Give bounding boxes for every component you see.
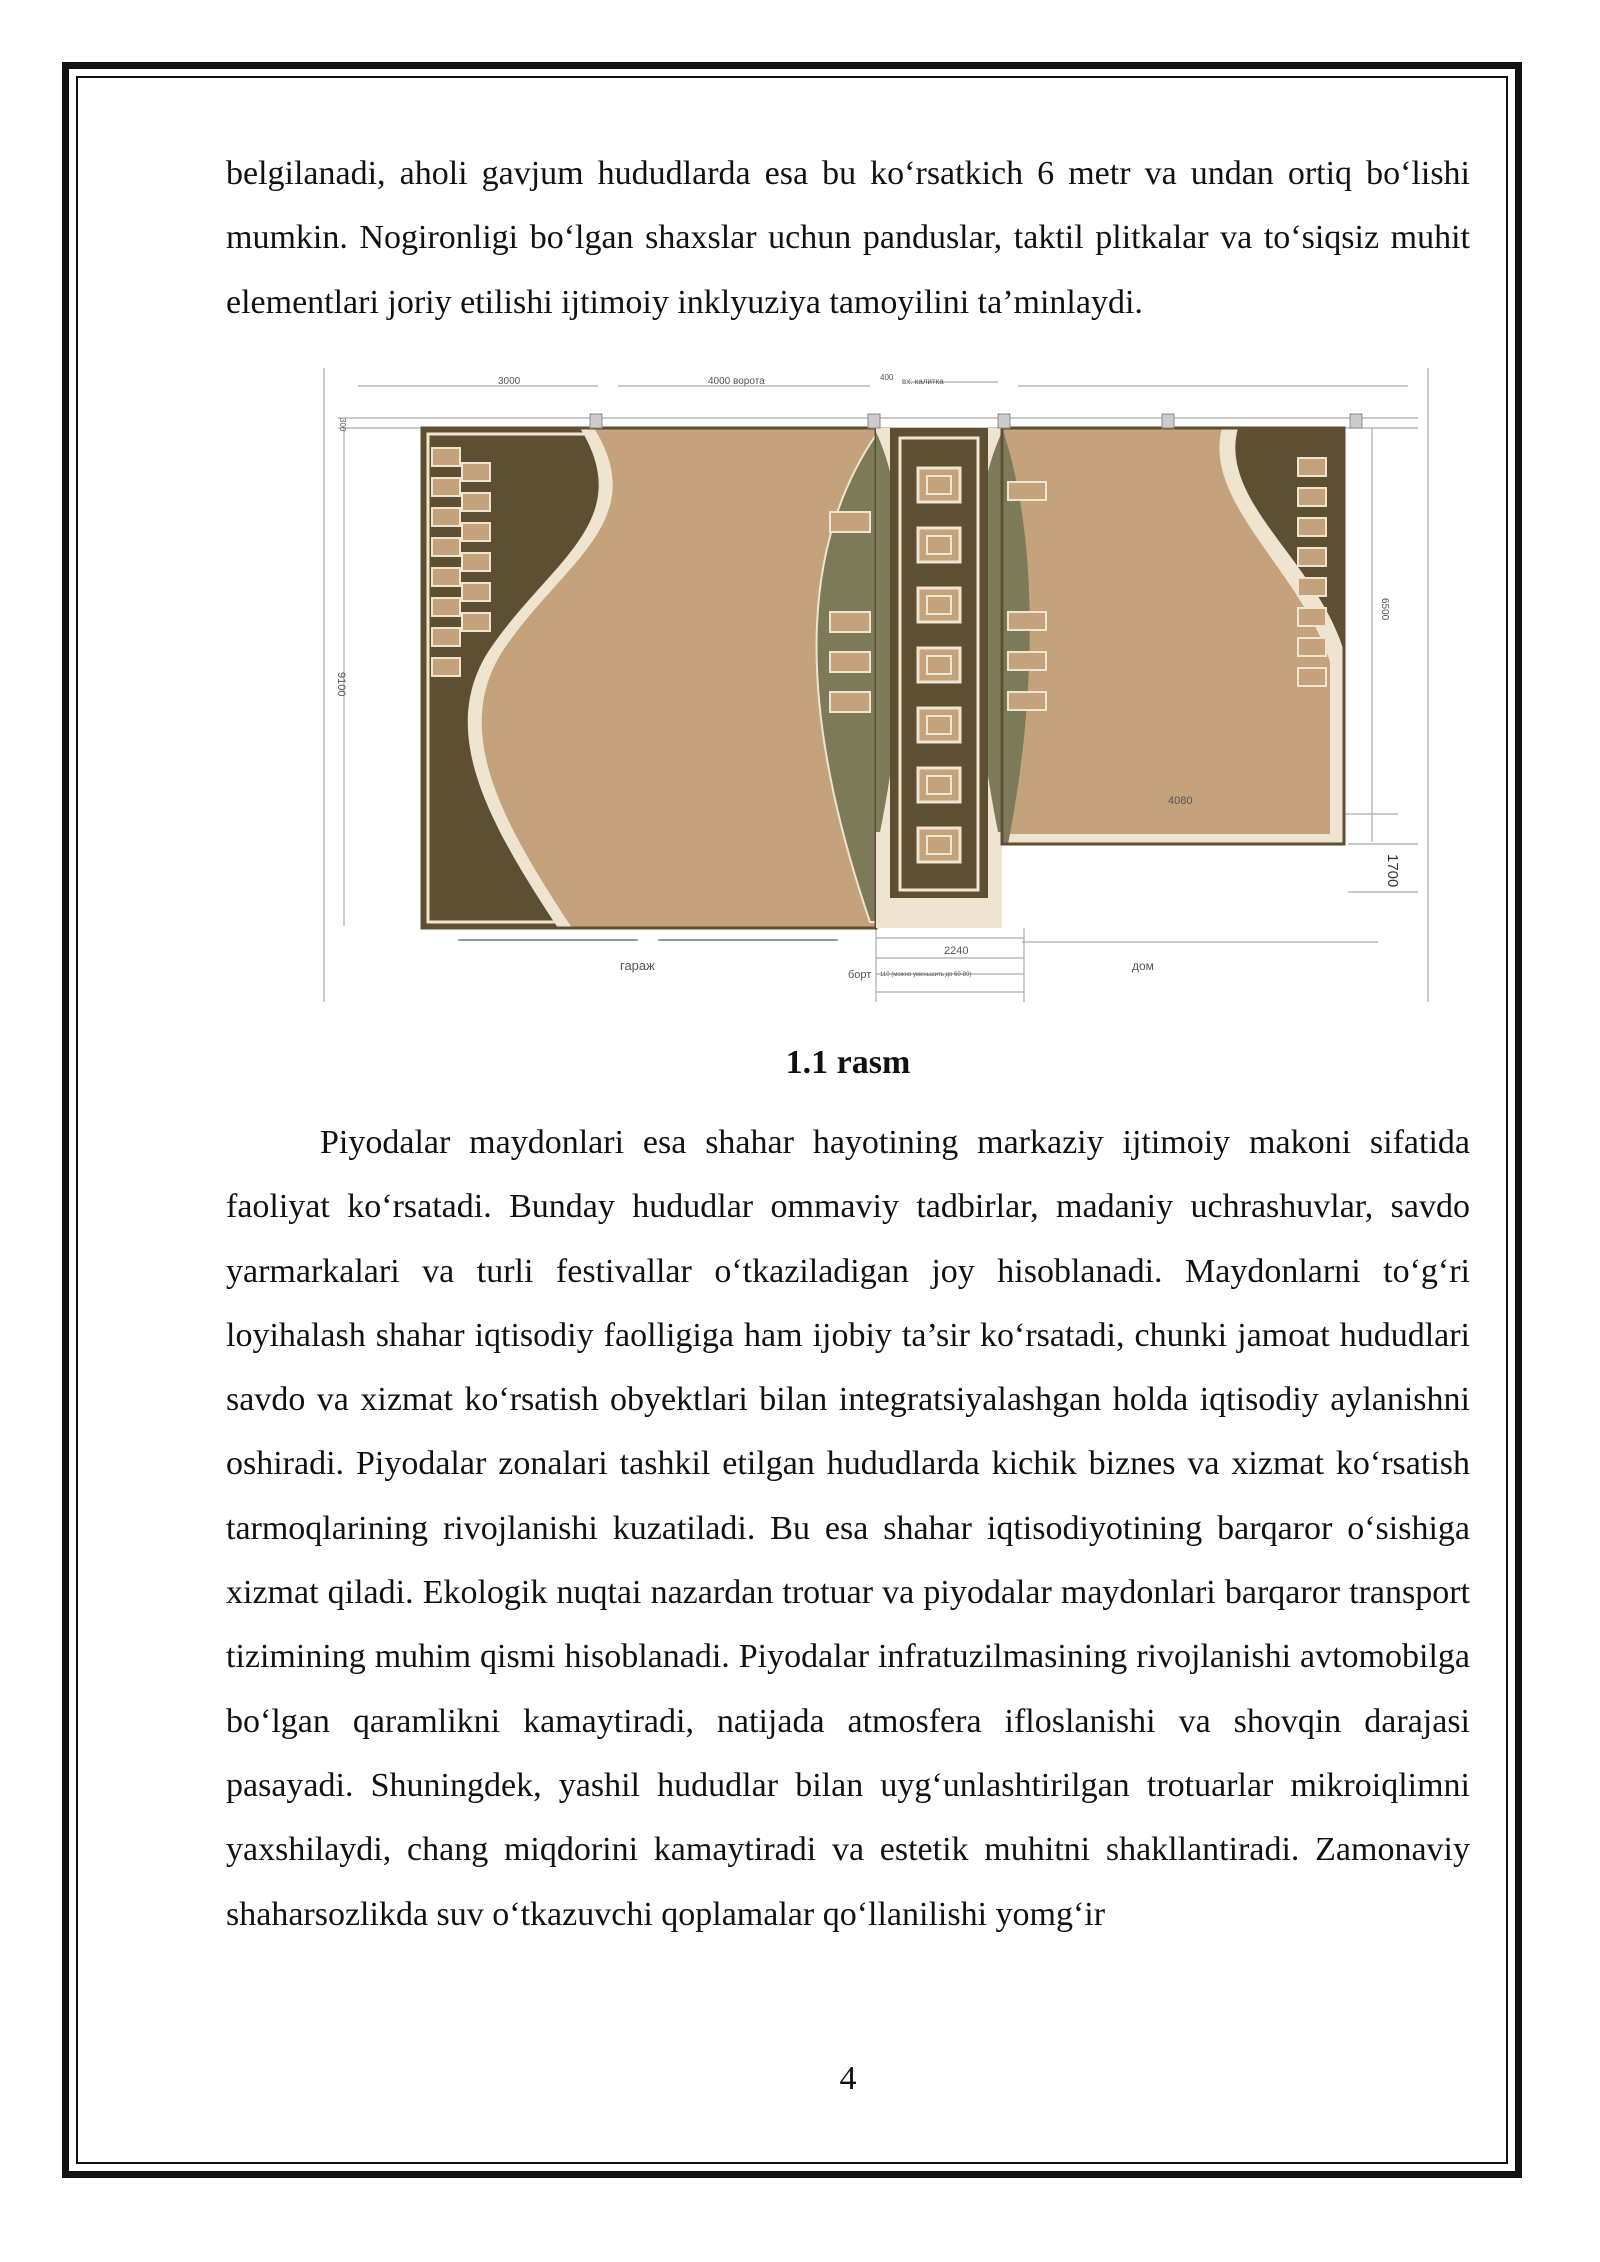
central-walkway	[876, 428, 1002, 928]
paragraph-top-text: belgilanadi, aholi gavjum hududlarda esa bu ko‘rsatkich 6 metr va undan ortiq bo‘lishi mumkin. Nogironligi bo‘lgan shaxslar uchun panduslar, taktil plitkalar va to‘siqsiz muhit elementlari joriy etilishi ijtimoiy inklyuziya tamoyilini ta’minlaydi.	[226, 155, 1470, 321]
right-pavement-zone	[1002, 428, 1344, 844]
dim-1700-label: 1700	[1384, 854, 1401, 888]
paragraph-main	[226, 1111, 1470, 1947]
figure-caption: 1.1 rasm	[785, 1044, 911, 1081]
dim-300-label: 300	[338, 418, 347, 432]
house-label: дом	[1132, 959, 1154, 973]
dim-2240-label: 2240	[944, 945, 969, 957]
garage-label: гараж	[620, 958, 655, 973]
paragraph-top	[226, 142, 1470, 335]
curb-label: борт	[848, 969, 872, 981]
curb-note-label: 110 (можно уменьшить до 60-80)	[880, 972, 972, 978]
dim-entry-label: вх. калитка	[902, 377, 944, 386]
site-plan-drawing	[318, 362, 1436, 1010]
dim-9100-label: 9100	[335, 672, 347, 697]
dim-gate-label: 4000 ворота	[708, 376, 765, 387]
page-number: 4	[839, 2060, 857, 2097]
site-plan-figure	[318, 362, 1436, 1010]
dim-6500-label: 6500	[1379, 598, 1390, 621]
left-pavement-zone	[422, 428, 878, 928]
gate-posts	[590, 414, 1362, 428]
paragraph-main-text: Piyodalar maydonlari esa shahar hayotining markaziy ijtimoiy makoni sifatida faoliyat ko‘rsatadi. Bunday hududlar ommaviy tadbirlar, madaniy uchrashuvlar, savdo yarmarkalari va turli festivallar o‘tkaziladigan joy hisoblanadi. Maydonlarni to‘g‘ri loyihalash shahar iqtisodiy faolligiga ham ijobiy ta’sir ko‘rsatadi, chunki jamoat hududlari savdo va xizmat ko‘rsatish obyektlari bilan integratsiyalashgan holda iqtisodiy aylanishni oshiradi. Piyodalar zonalari tashkil etilgan hududlarda kichik biznes va xizmat ko‘rsatish tarmoqlarining rivojlanishi kuzatiladi. Bu esa shahar iqtisodiyotining barqaror o‘sishiga xizmat qiladi. Ekologik nuqtai nazardan trotuar va piyodalar maydonlari barqaror transport tizimining muhim qismi hisoblanadi. Piyodalar infratuzilmasining rivojlanishi avtomobilga bo‘lgan qaramlikni kamaytiradi, natijada atmosfera ifloslanishi va shovqin darajasi pasayadi. Shuningdek, yashil hududlar bilan uyg‘unlashtirilgan trotuarlar mikroiqlimni yaxshilaydi, chang miqdorini kamaytiradi va estetik muhitni shakllantiradi. Zamonaviy shaharsozlikda suv o‘tkazuvchi qoplamalar qo‘llanilishi yomg‘ir	[226, 1124, 1470, 1933]
dim-400-label: 400	[880, 373, 894, 382]
dim-3000-label: 3000	[498, 376, 521, 387]
dim-4080-label: 4080	[1168, 795, 1193, 807]
